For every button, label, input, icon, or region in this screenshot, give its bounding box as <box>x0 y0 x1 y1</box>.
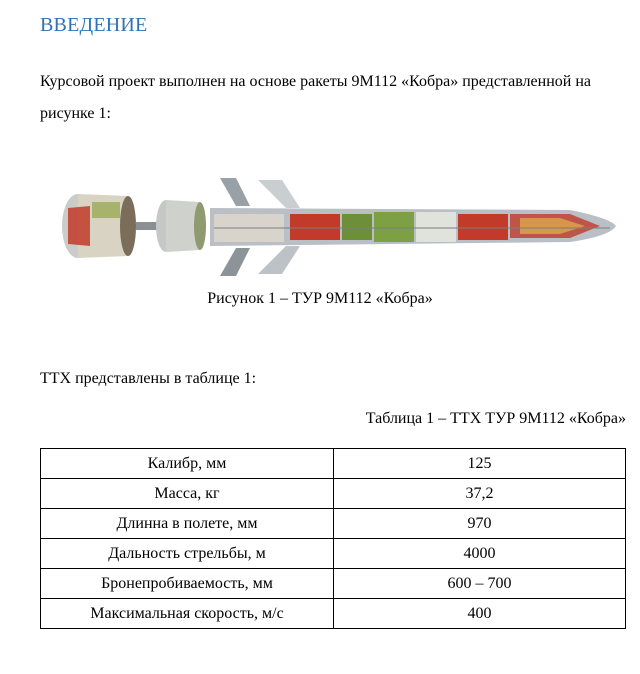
table-row <box>41 449 626 479</box>
intro-paragraph: Курсовой проект выполнен на основе ракеты 9М112 «Кобра» представленной на рисунке 1: <box>40 73 591 122</box>
missile-tail-section <box>62 194 136 258</box>
specs-table <box>40 448 626 629</box>
table-intro: ТТХ представлены в таблице 1: <box>40 370 257 387</box>
param-cell: Дальность стрельбы, м <box>41 539 334 569</box>
missile-connector <box>136 222 158 230</box>
value-cell: 970 <box>334 509 626 539</box>
value-cell: 400 <box>334 599 626 629</box>
table-row <box>41 539 626 569</box>
param-cell: Бронепробиваемость, мм <box>41 569 334 599</box>
section-heading: ВВЕДЕНИЕ <box>40 14 148 36</box>
table-row <box>41 569 626 599</box>
param-cell: Калибр, мм <box>41 449 334 479</box>
missile-main-body <box>210 178 616 276</box>
table-row <box>41 479 626 509</box>
value-cell: 4000 <box>334 539 626 569</box>
table-row <box>41 509 626 539</box>
value-cell: 37,2 <box>334 479 626 509</box>
param-cell: Длинна в полете, мм <box>41 509 334 539</box>
param-cell: Масса, кг <box>41 479 334 509</box>
table-caption: Таблица 1 – ТТХ ТУР 9М112 «Кобра» <box>365 410 626 427</box>
figure-caption: Рисунок 1 – ТУР 9М112 «Кобра» <box>207 290 433 307</box>
value-cell: 600 – 700 <box>334 569 626 599</box>
param-cell: Максимальная скорость, м/с <box>41 599 334 629</box>
missile-cutaway-image <box>50 178 620 278</box>
value-cell: 125 <box>334 449 626 479</box>
table-row <box>41 599 626 629</box>
missile-middle-section <box>156 200 206 252</box>
